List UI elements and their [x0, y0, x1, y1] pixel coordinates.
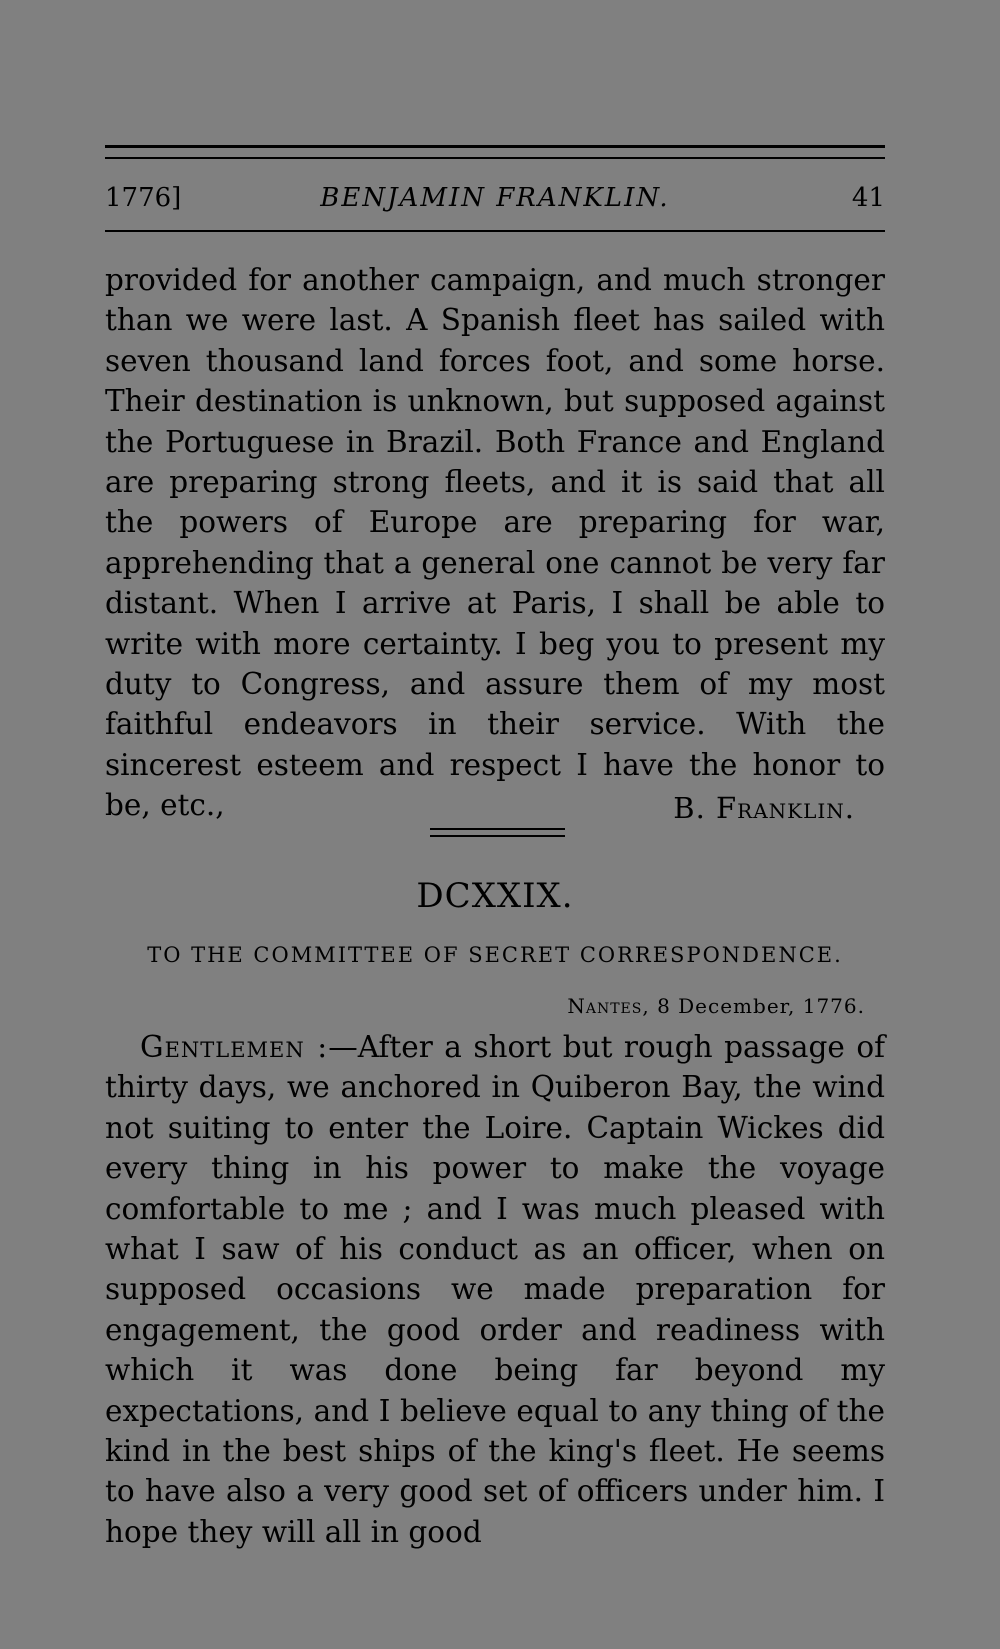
- dateline-date: 8 December, 1776.: [657, 994, 865, 1018]
- dateline: [567, 992, 865, 1020]
- running-head-year: 1776]: [105, 183, 182, 213]
- letter-addressee: TO THE COMMITTEE OF SECRET CORRESPONDENCE.: [147, 943, 843, 967]
- section-divider-bottom: [430, 835, 565, 837]
- letter-body-paragraph: [105, 1027, 885, 1552]
- salutation: Gentlemen :: [140, 1030, 329, 1064]
- page-number: 41: [851, 183, 885, 213]
- continued-letter-paragraph: provided for another campaign, and much stronger than we were last. A Spanish fleet has sailed with seven thousand land forces foot, and some horse. Their destination is unknown, but supposed against the Portuguese in Brazil. Both France and England are preparing strong fleets, and it is said that all the powers of Europe are preparing for war, apprehending that a general one cannot be very far distant. When I arrive at Paris, I shall be able to write with more certainty. I beg you to present my duty to Congress, and assure them of my most faithful endeavors in their service. With the sincerest esteem and respect I have the honor to be, etc.,: [105, 263, 885, 823]
- header-rule-thick: [105, 145, 885, 148]
- running-head-title: BENJAMIN FRANKLIN.: [320, 183, 670, 213]
- dateline-place: Nantes,: [567, 994, 650, 1018]
- signature: B. Franklin.: [673, 791, 855, 825]
- letter-number: DCXXIX.: [416, 876, 574, 916]
- header-rule-thin: [105, 157, 885, 159]
- running-head: [105, 178, 885, 218]
- letter-body-text: —After a short but rough passage of thirty days, we anchored in Quiberon Bay, the wind not suiting to enter the Loire. Captain Wickes did every thing in his power to make the voyage comfortable to me ; and I was much pleased with what I saw of his conduct as an officer, when on supposed occasions we made preparation for engagement, the good order and readiness with which it was done being far beyond my expectations, and I believe equal to any thing of the kind in the best ships of the king's fleet. He seems to have also a very good set of officers under him. I hope they will all in good: [105, 1030, 885, 1549]
- section-divider-top: [430, 828, 565, 830]
- running-head-rule: [105, 230, 885, 232]
